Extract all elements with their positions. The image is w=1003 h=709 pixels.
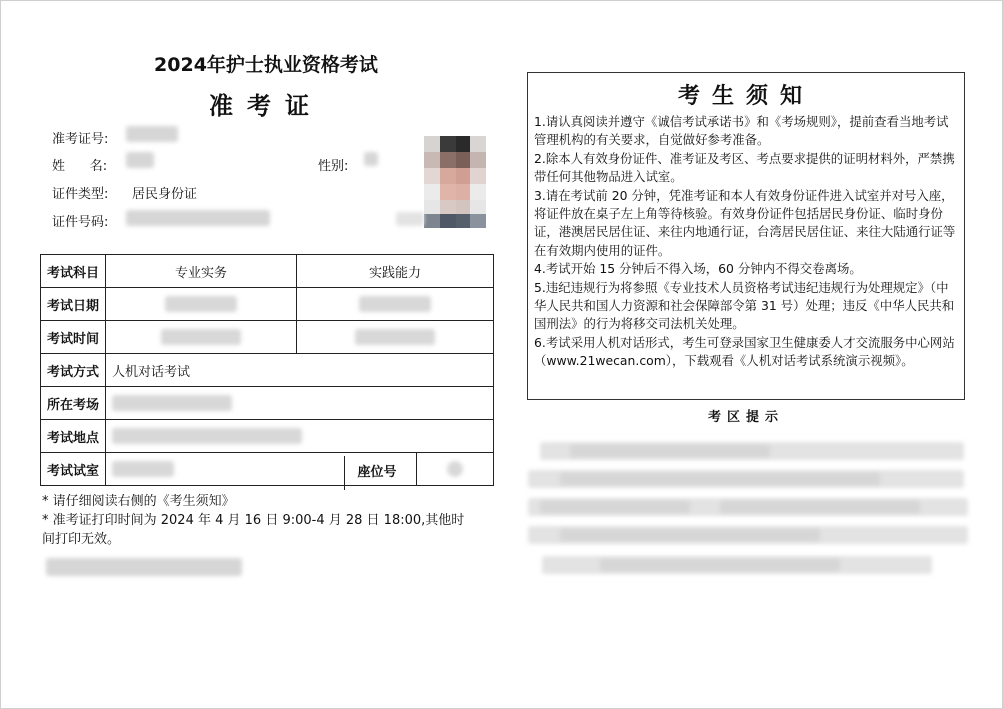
note-line: * 准考证打印时间为 2024 年 4 月 16 日 9:00-4 月 28 日 18:00,其他时 xyxy=(42,513,465,528)
notice-title: 考生须知 xyxy=(677,84,814,109)
id-type-label: 证件类型: xyxy=(52,187,109,202)
time-1-cell xyxy=(106,321,297,354)
table-row xyxy=(41,255,494,288)
id-number-label: 证件号码: xyxy=(52,215,109,230)
subject-2: 实践能力 xyxy=(297,255,494,288)
table-row xyxy=(41,387,494,420)
mode-value: 人机对话考试 xyxy=(106,354,494,387)
id-number-redacted xyxy=(126,210,270,226)
site-cell xyxy=(106,387,494,420)
tips-redacted-line xyxy=(570,445,770,457)
note-line: 间打印无效。 xyxy=(42,532,121,547)
photo-side-redacted xyxy=(396,212,424,226)
room-redacted xyxy=(112,461,174,477)
date-1-redacted xyxy=(165,296,237,312)
date-2-redacted xyxy=(359,296,431,312)
date-label: 考试日期 xyxy=(41,288,106,321)
notice-item: 4.考试开始 15 分钟后不得入场，60 分钟内不得交卷离场。 xyxy=(534,261,862,277)
tips-redacted-line xyxy=(560,529,820,541)
gender-redacted xyxy=(364,152,378,166)
notice-item: 6.考试采用人机对话形式，考生可登录国家卫生健康委人才交流服务中心网站（www.21wecan.com），下载观看《人机对话考试系统演示视频》。 xyxy=(534,334,955,369)
time-1-redacted xyxy=(161,329,241,345)
location-cell xyxy=(106,420,494,453)
notice-item: 2.除本人有效身份证件、准考证及考区、考点要求提供的证明材料外，严禁携带任何其他物品进入试室。 xyxy=(534,150,955,185)
date-2-cell xyxy=(297,288,494,321)
tips-redacted-line xyxy=(560,473,880,485)
room-label: 考试试室 xyxy=(41,453,106,486)
name-redacted xyxy=(126,152,154,168)
id-type-value: 居民身份证 xyxy=(132,187,198,202)
candidate-photo xyxy=(424,136,486,228)
notice-item: 3.请在考试前 20 分钟，凭准考证和本人有效身份证件进入试室并对号入座，将证件放在桌子左上角等待核验。有效身份证件包括居民身份证、临时身份证，港澳居民居住证、来往内地通行证，台湾居民居住证、来往大陆通行证等在有效期内使用的证件。 xyxy=(534,187,956,258)
time-2-cell xyxy=(297,321,494,354)
location-label: 考试地点 xyxy=(41,420,106,453)
seat-cell xyxy=(357,453,494,486)
date-1-cell xyxy=(106,288,297,321)
table-row xyxy=(41,321,494,354)
document-subtitle: 准考证 xyxy=(209,92,323,120)
table-row xyxy=(41,354,494,387)
location-redacted xyxy=(112,428,302,444)
subject-label: 考试科目 xyxy=(41,255,106,288)
seat-divider xyxy=(344,456,345,490)
table-row xyxy=(41,420,494,453)
tips-redacted-line xyxy=(540,501,690,513)
time-label: 考试时间 xyxy=(41,321,106,354)
tips-redacted-line xyxy=(600,559,840,571)
note-line: * 请仔细阅读右侧的《考生须知》 xyxy=(42,494,235,509)
exam-number-redacted xyxy=(126,126,178,142)
candidate-notice-box xyxy=(527,72,965,400)
name-label: 姓 名: xyxy=(52,159,108,174)
notice-item: 5.违纪违规行为将参照《专业技术人员资格考试违纪违规行为处理规定》（中华人民共和国人力资源和社会保障部令第 31 号）处理；违反《中华人民共和国刑法》的行为将移交司法机关处理。 xyxy=(534,279,955,332)
site-redacted xyxy=(112,395,232,411)
mode-label: 考试方式 xyxy=(41,354,106,387)
seat-redacted xyxy=(447,461,463,477)
document-title: 2024年护士执业资格考试 xyxy=(154,54,378,76)
subject-1: 专业实务 xyxy=(106,255,297,288)
table-row xyxy=(41,453,494,486)
exam-number-label: 准考证号: xyxy=(52,132,109,147)
exam-info-table xyxy=(40,254,494,486)
site-label: 所在考场 xyxy=(41,387,106,420)
exam-area-tips-title: 考区提示 xyxy=(707,410,784,425)
photo-pixelation xyxy=(424,136,486,228)
ticket-notes xyxy=(42,492,502,549)
tips-redacted-line xyxy=(720,501,920,513)
footer-redacted xyxy=(46,558,242,576)
seat-label: 座位号 xyxy=(357,465,397,480)
time-2-redacted xyxy=(355,329,435,345)
gender-label: 性别: xyxy=(318,159,349,174)
notice-item: 1.请认真阅读并遵守《诚信考试承诺书》和《考场规则》，提前查看当地考试管理机构的有关要求，自觉做好参考准备。 xyxy=(534,114,949,148)
table-row xyxy=(41,288,494,321)
notice-body xyxy=(534,113,958,371)
